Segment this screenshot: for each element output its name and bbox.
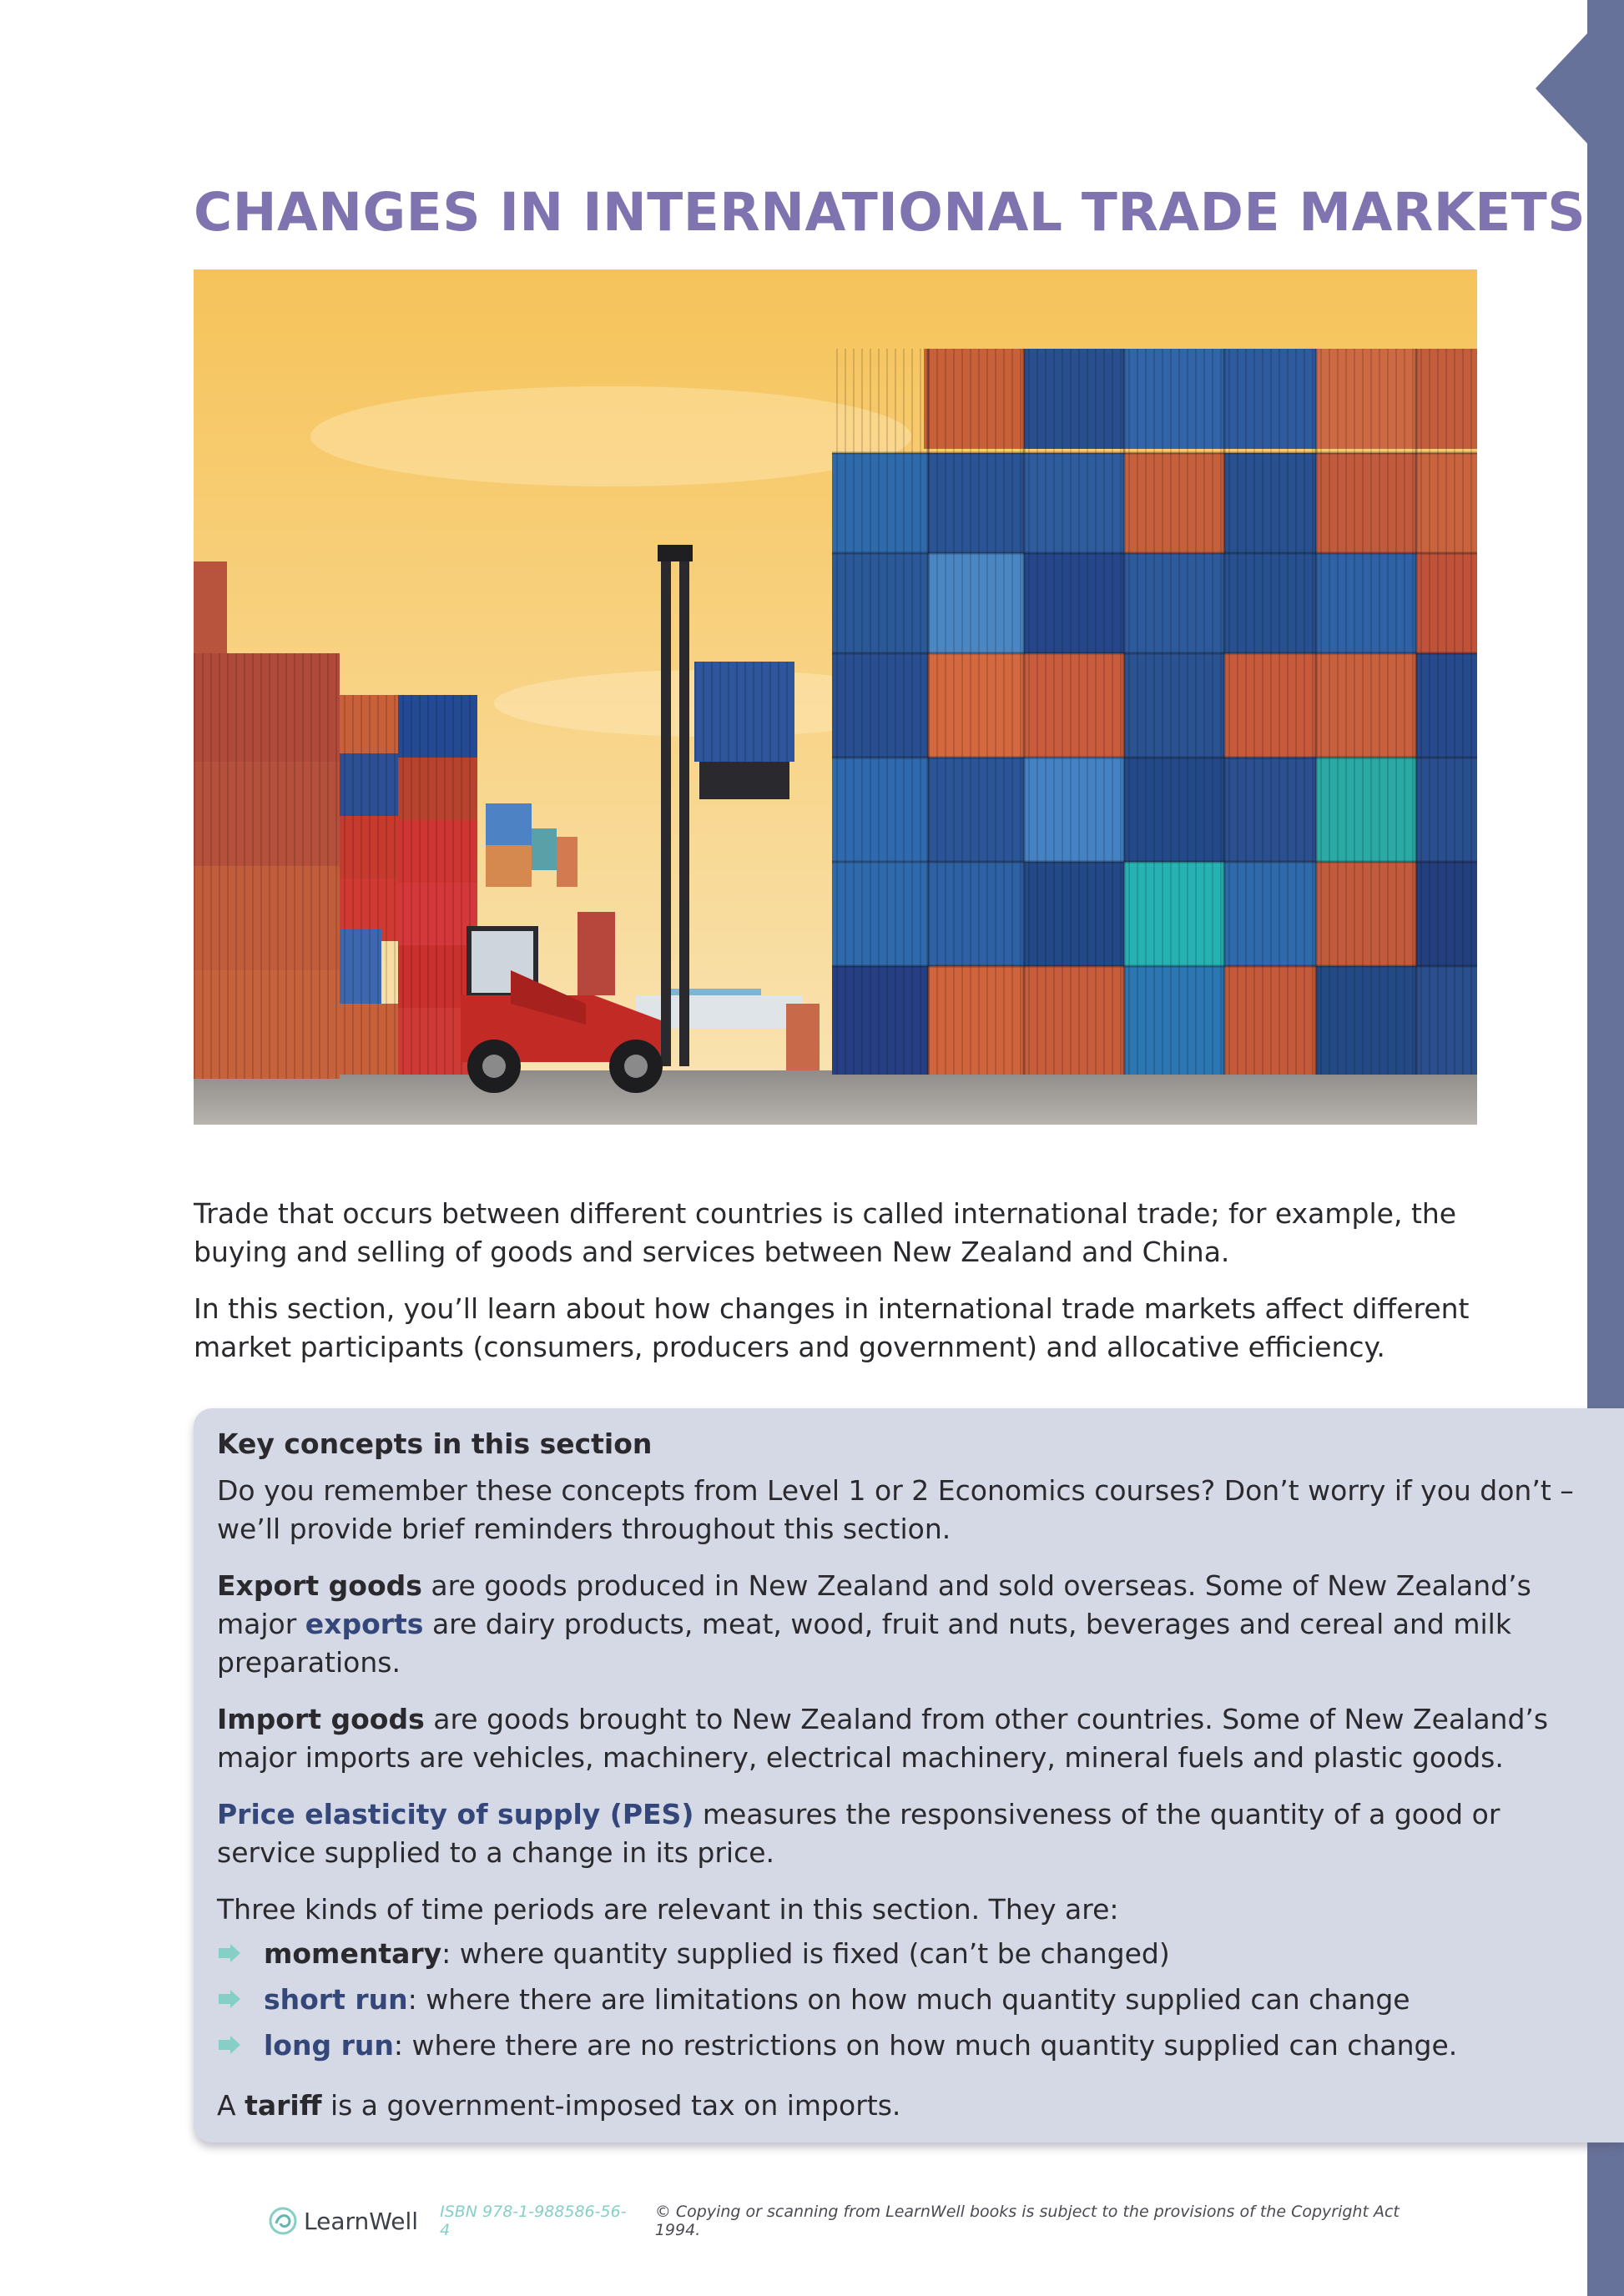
exports-glossary-term: exports <box>305 1608 424 1640</box>
key-concepts-box <box>194 1408 1624 2142</box>
pes-paragraph <box>217 1795 1574 1872</box>
tariff-prefix: A <box>217 2089 245 2122</box>
pes-text: measures the responsiveness of the quantity of a good or service supplied to a change in its price. <box>217 1798 1500 1869</box>
export-goods-term: Export goods <box>217 1569 422 1602</box>
short-run-glossary-term: short run <box>264 1983 408 2016</box>
momentary-text: : where quantity supplied is fixed (can’t be changed) <box>441 1937 1170 1970</box>
brand-name: LearnWell <box>304 2207 419 2235</box>
momentary-term: momentary <box>264 1937 442 1970</box>
arrow-bullet-icon <box>219 1990 240 2008</box>
key-concepts-intro: Do you remember these concepts from Level 1 or 2 Economics courses? Don’t worry if you don’t – we’ll provide brief reminders throughout this section. <box>217 1474 1574 1545</box>
export-goods-text-2: are dairy products, meat, wood, fruit and nuts, beverages and cereal and milk preparations. <box>217 1608 1511 1679</box>
periods-intro: Three kinds of time periods are relevant in this section. They are: <box>217 1893 1119 1926</box>
arrow-bullet-icon <box>219 1944 240 1962</box>
long-run-text: : where there are no restrictions on how much quantity supplied can change. <box>393 2029 1458 2062</box>
short-run-text: : where there are limitations on how much quantity supplied can change <box>407 1983 1410 2016</box>
hero-image <box>194 269 1477 1125</box>
tariff-text: is a government-imposed tax on imports. <box>321 2089 901 2122</box>
copyright-notice: © Copying or scanning from LearnWell books is subject to the provisions of the Copyright Act 1994. <box>654 2203 1400 2239</box>
long-run-glossary-term: long run <box>264 2029 394 2062</box>
intro-paragraph-1: Trade that occurs between different countries is called international trade; for example, the buying and selling of goods and services between New Zealand and China. <box>194 1197 1457 1268</box>
isbn: ISBN 978-1-988586-56-4 <box>440 2203 627 2239</box>
tariff-paragraph <box>217 2087 1574 2125</box>
list-item <box>217 1976 1574 2022</box>
time-periods-list <box>217 1931 1574 2068</box>
list-item <box>217 1931 1574 1976</box>
right-container-stack <box>832 349 1477 1075</box>
export-goods-text-1: are goods produced in New Zealand and sold overseas. Some of New Zealand’s major <box>217 1569 1531 1640</box>
arrow-bullet-icon <box>219 2036 240 2054</box>
import-goods-term: Import goods <box>217 1703 425 1735</box>
list-item <box>217 2022 1574 2068</box>
import-goods-paragraph <box>217 1700 1574 1777</box>
page-tab-marker <box>1536 33 1587 144</box>
page-footer <box>269 2204 1437 2238</box>
intro-paragraph-2: In this section, you’ll learn about how changes in international trade markets affect different market participants (consumers, producers and government) and allocative efficiency. <box>194 1292 1470 1363</box>
learnwell-logo <box>269 2207 418 2235</box>
pes-glossary-term: Price elasticity of supply (PES) <box>217 1798 694 1830</box>
tariff-term: tariff <box>245 2089 322 2122</box>
export-goods-paragraph <box>217 1567 1574 1682</box>
page-title: CHANGES IN INTERNATIONAL TRADE MARKETS <box>194 182 1586 243</box>
key-concepts-heading: Key concepts in this section <box>217 1427 653 1460</box>
learnwell-swirl-icon <box>269 2207 297 2235</box>
intro-text <box>194 1195 1479 1385</box>
import-goods-text: are goods brought to New Zealand from other countries. Some of New Zealand’s major imports are vehicles, machinery, electrical machinery, mineral fuels and plastic goods. <box>217 1703 1549 1774</box>
